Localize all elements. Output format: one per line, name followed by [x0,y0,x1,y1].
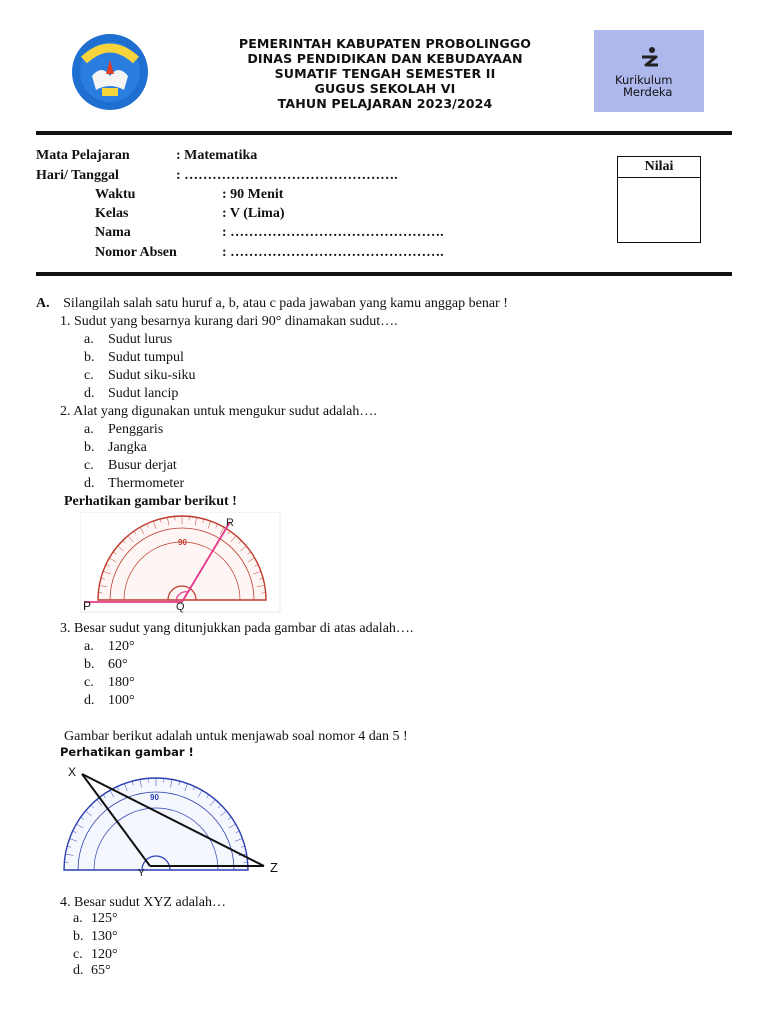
mark-90: 90 [178,538,187,547]
nama-value[interactable]: : ………………………………………. [222,225,444,240]
section-letter: A. [36,296,50,311]
nama-label: Nama [95,225,131,240]
option-letter: d. [84,476,95,491]
q4-option-a[interactable] [73,910,118,928]
option-text: Sudut tumpul [108,350,184,365]
mapel-label: Mata Pelajaran [36,148,130,163]
option-letter: b. [84,350,95,365]
header-line-3: SUMATIF TENGAH SEMESTER II [274,66,496,81]
option-letter: b. [84,657,95,672]
option-letter: d. [84,386,95,401]
q1-option-c[interactable] [84,367,196,385]
absen-label: Nomor Absen [95,245,177,260]
kurikulum-merdeka-badge [594,30,704,112]
option-text: Sudut lurus [108,332,173,347]
option-letter: a. [84,332,94,347]
option-text: 130° [91,929,118,944]
hari-label: Hari/ Tanggal [36,168,119,183]
option-text: 180° [108,675,135,690]
tut-wuri-handayani-logo [62,30,158,114]
option-text: Sudut siku-siku [108,368,196,383]
figure-2-intro: Gambar berikut adalah untuk menjawab soal nomor 4 dan 5 ! [64,729,408,744]
option-text: 120° [108,639,135,654]
absen-value[interactable]: : ………………………………………. [222,245,444,260]
option-text: 65° [91,963,111,978]
q2-option-c[interactable] [84,457,177,475]
label-p: P [83,599,92,613]
q4-option-b[interactable] [73,928,118,946]
option-letter: a. [84,639,94,654]
hari-value: : ………………………………………. [176,168,398,183]
badge-line-2: Merdeka [623,85,673,99]
label-r: R [226,517,234,529]
option-letter: d. [73,963,84,978]
question-4: 4. Besar sudut XYZ adalah… [60,895,227,910]
option-text: Penggaris [108,422,164,437]
q1-option-a[interactable] [84,331,172,349]
q1-option-d[interactable] [84,385,178,403]
figure-2-caption: Perhatikan gambar ! [60,745,194,759]
option-letter: d. [84,693,95,708]
header-line-2: DINAS PENDIDIKAN DAN KEBUDAYAAN [247,51,523,66]
label-q: Q [176,601,185,613]
protractor-figure-2 [58,762,286,880]
mark-90-fig2: 90 [150,793,159,802]
option-letter: c. [84,458,94,473]
option-text: Busur derjat [108,458,177,473]
label-z: Z [270,860,278,875]
option-text: 100° [108,693,135,708]
section-a [36,295,508,313]
protractor-figure-1 [80,512,282,614]
label-x: X [68,765,77,779]
option-letter: b. [73,929,84,944]
header-line-1: PEMERINTAH KABUPATEN PROBOLINGGO [238,36,532,51]
option-text: Jangka [108,440,147,455]
option-letter: a. [84,422,94,437]
section-instruction: Silangilah salah satu huruf a, b, atau c pada jawaban yang kamu anggap benar ! [63,296,508,311]
kurikulum-merdeka-icon [638,46,662,72]
question-2: 2. Alat yang digunakan untuk mengukur sudut adalah…. [60,404,377,419]
option-text: Sudut lancip [108,386,179,401]
figure-1-caption: Perhatikan gambar berikut ! [64,494,237,509]
q3-option-c[interactable] [84,674,135,692]
option-text: 120° [91,947,118,962]
header-line-4: GUGUS SEKOLAH VI [314,81,456,96]
option-text: 125° [91,911,118,926]
q2-option-a[interactable] [84,421,163,439]
q2-option-b[interactable] [84,439,147,457]
kelas-label: Kelas [95,206,129,221]
mapel-value: : Matematika [176,148,258,163]
question-3: 3. Besar sudut yang ditunjukkan pada gambar di atas adalah…. [60,621,414,636]
q1-option-b[interactable] [84,349,184,367]
q3-option-b[interactable] [84,656,128,674]
badge-line-1: Kurikulum [615,73,673,87]
option-letter: c. [73,947,83,962]
label-y: Y [138,868,145,879]
identity-divider [36,272,732,276]
kelas-value: : V (Lima) [222,206,285,221]
waktu-value: : 90 Menit [222,187,284,202]
option-text: Thermometer [108,476,185,491]
option-letter: c. [84,675,94,690]
q4-option-d[interactable] [73,962,111,980]
header-line-5: TAHUN PELAJARAN 2023/2024 [277,96,493,111]
question-1: 1. Sudut yang besarnya kurang dari 90° dinamakan sudut…. [60,314,398,329]
option-letter: a. [73,911,83,926]
q3-option-a[interactable] [84,638,135,656]
nilai-box[interactable] [617,156,701,243]
waktu-label: Waktu [95,187,136,202]
q2-option-d[interactable] [84,475,184,493]
option-letter: b. [84,440,95,455]
option-letter: c. [84,368,94,383]
option-text: 60° [108,657,128,672]
q3-option-d[interactable] [84,692,135,710]
header-divider [36,131,732,135]
nilai-label: Nilai [618,157,700,178]
